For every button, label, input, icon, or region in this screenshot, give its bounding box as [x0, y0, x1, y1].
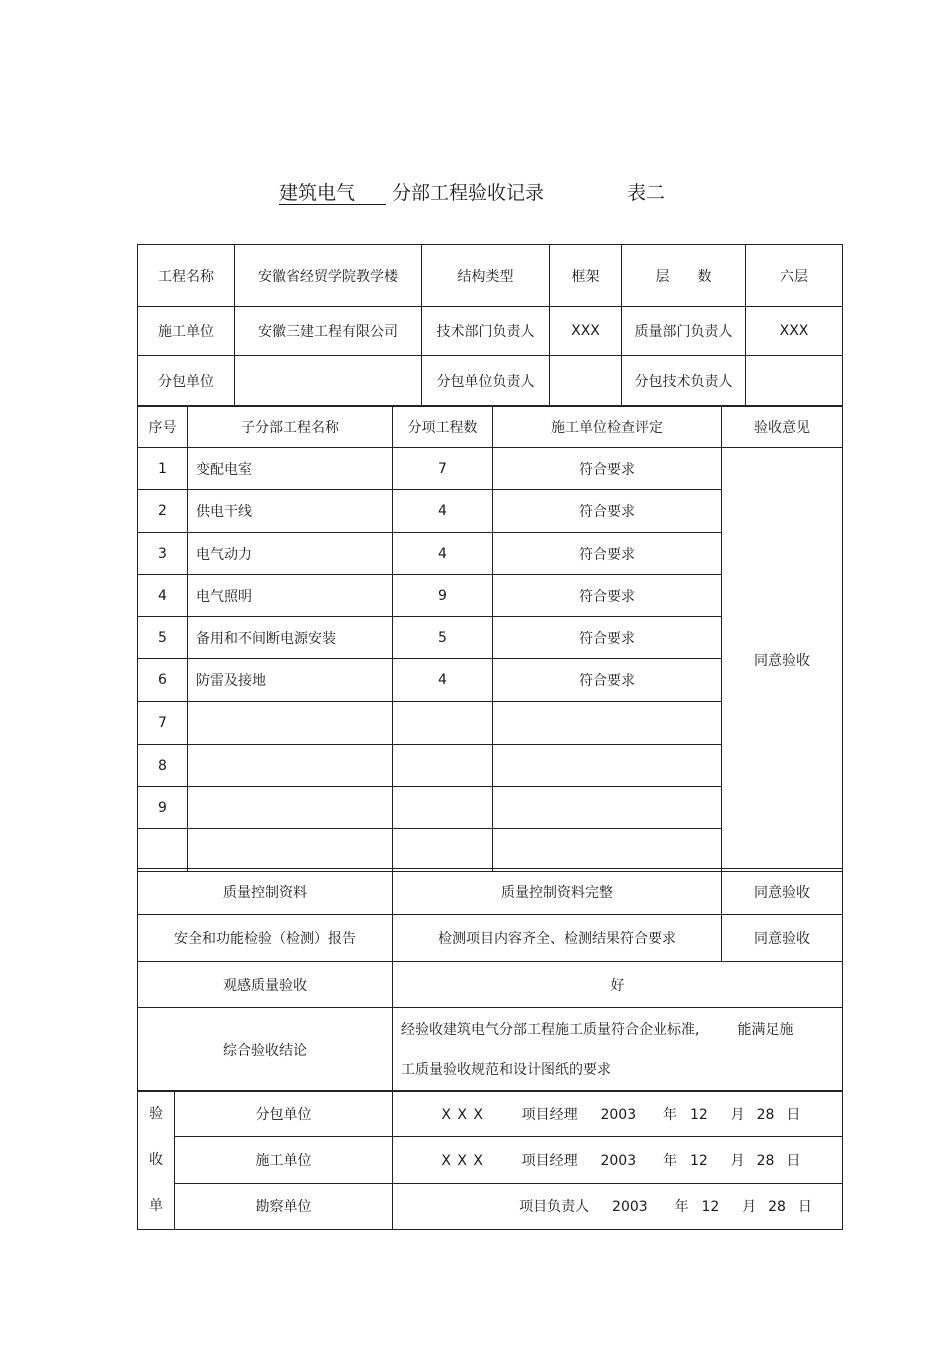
col-header-eval: 施工单位检查评定 [493, 406, 722, 448]
conclusion-text [393, 1008, 843, 1092]
conclusion-line2: 工质量验收规范和设计图纸的要求 [401, 1061, 611, 1078]
row-count [393, 787, 493, 829]
sign-month: 12 [689, 1106, 708, 1123]
signoff-signature: X X X 项目经理 2003 年 12 月 28 日 [393, 1091, 843, 1137]
row-eval: 符合要求 [493, 575, 722, 617]
title-main: 分部工程验收记录 [392, 182, 545, 204]
row-no: 5 [138, 617, 188, 659]
row-no: 8 [138, 745, 188, 787]
visual-value: 好 [393, 962, 843, 1008]
signer-name: X X X [441, 1106, 485, 1123]
row-eval: 符合要求 [493, 448, 722, 490]
project-name-label: 工程名称 [138, 245, 235, 307]
signoff-unit: 分包单位 [175, 1091, 393, 1137]
table-row [138, 448, 843, 490]
row-no: 4 [138, 575, 188, 617]
row-count [393, 702, 493, 745]
row-name: 防雷及接地 [188, 659, 393, 702]
row-name: 备用和不间断电源安装 [188, 617, 393, 659]
row-no: 2 [138, 490, 188, 533]
row-count: 4 [393, 533, 493, 575]
conclusion-label: 综合验收结论 [138, 1008, 393, 1092]
row-eval [493, 829, 722, 872]
signoff-unit: 勘察单位 [175, 1183, 393, 1229]
floors-label: 层 数 [622, 245, 746, 307]
sign-year: 2003 [600, 1106, 637, 1123]
row-name [188, 745, 393, 787]
signoff-side-label: 验 收 单 [138, 1091, 175, 1230]
subcontract-unit [235, 356, 422, 407]
row-no: 3 [138, 533, 188, 575]
row-eval [493, 745, 722, 787]
sign-day: 28 [768, 1199, 786, 1216]
sign-month: 12 [701, 1199, 720, 1216]
visual-label: 观感质量验收 [138, 962, 393, 1008]
row-name [188, 829, 393, 872]
row-name: 供电干线 [188, 490, 393, 533]
row-eval: 符合要求 [493, 533, 722, 575]
row-count: 5 [393, 617, 493, 659]
col-header-count: 分项工程数 [393, 406, 493, 448]
structure-type: 框架 [550, 245, 622, 307]
row-count: 7 [393, 448, 493, 490]
conclusion-line1a: 经验收建筑电气分部工程施工质量符合企业标准, [401, 1021, 700, 1038]
row-count: 4 [393, 490, 493, 533]
sign-month: 12 [689, 1152, 708, 1169]
safety-value: 检测项目内容齐全、检测结果符合要求 [393, 915, 722, 962]
tech-head-label: 技术部门负责人 [422, 307, 550, 356]
signoff-signature: 项目负责人 2003 年 12 月 28 日 [393, 1183, 843, 1229]
page-title [0, 178, 950, 208]
quality-head-label: 质量部门负责人 [622, 307, 746, 356]
col-header-name: 子分部工程名称 [188, 406, 393, 448]
row-eval: 符合要求 [493, 617, 722, 659]
sign-year: 2003 [600, 1152, 637, 1169]
signer-role: 项目经理 [521, 1152, 578, 1169]
construction-unit-label: 施工单位 [138, 307, 235, 356]
row-name: 变配电室 [188, 448, 393, 490]
row-count [393, 829, 493, 872]
row-no: 6 [138, 659, 188, 702]
row-eval: 符合要求 [493, 490, 722, 533]
signoff-unit: 施工单位 [175, 1137, 393, 1183]
subcontract-unit-label: 分包单位 [138, 356, 235, 407]
summary-table [137, 868, 843, 1092]
subcontract-head [550, 356, 622, 407]
row-count: 4 [393, 659, 493, 702]
construction-unit: 安徽三建工程有限公司 [235, 307, 422, 356]
safety-opinion: 同意验收 [722, 915, 843, 962]
signoff-signature: X X X 项目经理 2003 年 12 月 28 日 [393, 1137, 843, 1183]
safety-label: 安全和功能检验（检测）报告 [138, 915, 393, 962]
qc-opinion: 同意验收 [722, 869, 843, 915]
items-opinion: 同意验收 [722, 448, 843, 872]
qc-value: 质量控制资料完整 [393, 869, 722, 915]
project-info-table [137, 244, 843, 407]
title-table-number: 表二 [627, 182, 666, 204]
sign-day: 28 [756, 1152, 775, 1169]
signer-role: 项目经理 [521, 1106, 578, 1123]
tech-head: XXX [550, 307, 622, 356]
subcontract-head-label: 分包单位负责人 [422, 356, 550, 407]
subcontract-tech [746, 356, 843, 407]
sign-day: 28 [756, 1106, 775, 1123]
subcontract-tech-label: 分包技术负责人 [622, 356, 746, 407]
conclusion-line1b: 能满足施 [737, 1021, 794, 1038]
row-no: 1 [138, 448, 188, 490]
project-name: 安徽省经贸学院教学楼 [235, 245, 422, 307]
floors: 六层 [746, 245, 843, 307]
qc-label: 质量控制资料 [138, 869, 393, 915]
row-eval [493, 702, 722, 745]
row-count: 9 [393, 575, 493, 617]
row-no [138, 829, 188, 872]
row-name [188, 702, 393, 745]
row-name [188, 787, 393, 829]
col-header-opinion: 验收意见 [722, 406, 843, 448]
title-division: 建筑电气 [279, 182, 356, 204]
row-count [393, 745, 493, 787]
row-name: 电气照明 [188, 575, 393, 617]
signoff-table [137, 1090, 843, 1230]
quality-head: XXX [746, 307, 843, 356]
signer-name: X X X [441, 1152, 485, 1169]
sign-year: 2003 [612, 1199, 648, 1216]
row-no: 7 [138, 702, 188, 745]
col-header-no: 序号 [138, 406, 188, 448]
row-eval [493, 787, 722, 829]
row-no: 9 [138, 787, 188, 829]
structure-type-label: 结构类型 [422, 245, 550, 307]
items-table [137, 405, 843, 872]
row-eval: 符合要求 [493, 659, 722, 702]
row-name: 电气动力 [188, 533, 393, 575]
signer-role: 项目负责人 [519, 1199, 590, 1216]
